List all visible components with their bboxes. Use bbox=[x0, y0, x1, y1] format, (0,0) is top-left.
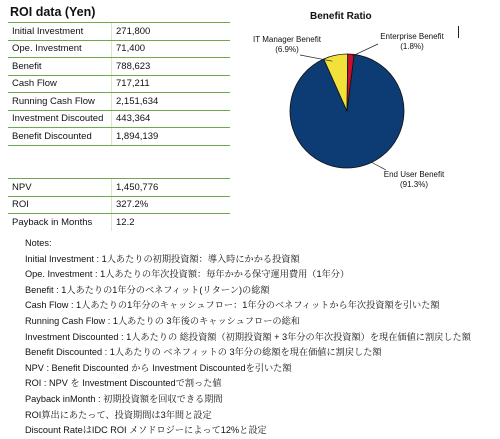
row-value: 1,450,776 bbox=[112, 179, 231, 197]
row-value: 788,623 bbox=[112, 58, 231, 76]
chart-title: Benefit Ratio bbox=[310, 11, 372, 22]
note-line: Benefit : 1人あたりの1年分のベネフィット(リターン)の総額 bbox=[25, 284, 270, 295]
row-value: 717,211 bbox=[112, 75, 231, 93]
row-label: Cash Flow bbox=[8, 75, 112, 93]
row-label: Initial Investment bbox=[8, 23, 112, 41]
note-line: ROI : NPV を Investment Discountedで割った値 bbox=[25, 378, 222, 389]
row-label: Benefit bbox=[8, 58, 112, 76]
row-label: Investment Discouted bbox=[8, 110, 112, 128]
note-line: Discount RateはIDC ROI メソドロジーによって12%と設定 bbox=[25, 425, 267, 436]
text-cursor bbox=[458, 26, 459, 38]
slice-label-value: (6.9%) bbox=[275, 45, 299, 54]
row-label: Payback in Months bbox=[12, 216, 93, 228]
row-value: 443,364 bbox=[112, 110, 231, 128]
table-title: ROI data (Yen) bbox=[10, 5, 96, 19]
row-value: 271,800 bbox=[112, 23, 231, 41]
leader-line bbox=[371, 162, 386, 170]
slice-label-name: Enterprise Benefit bbox=[380, 32, 444, 41]
row-label: ROI bbox=[8, 196, 112, 214]
row-label: Ope. Investment bbox=[8, 40, 112, 58]
note-line: Benefit Discounted : 1人あたりの ベネフィットの 3年分の総額を現在価値に割戻した額 bbox=[25, 347, 382, 358]
slice-label-value: (1.8%) bbox=[400, 42, 424, 51]
note-line: Payback inMonth : 初期投資額を回収できる期間 bbox=[25, 393, 223, 404]
row-value: 1,894,139 bbox=[112, 128, 231, 146]
row-label: Benefit Discounted bbox=[8, 128, 112, 146]
row-value: 327.2% bbox=[112, 196, 231, 214]
slice-label-name: IT Manager Benefit bbox=[253, 35, 321, 44]
row-value: 12.2 bbox=[112, 214, 231, 231]
slice-label-value: (91.3%) bbox=[399, 180, 429, 189]
note-line: Initial Investment : 1人あたりの初期投資額：導入時にかかる投資額 bbox=[25, 253, 300, 264]
row-label: Running Cash Flow bbox=[8, 93, 112, 111]
note-line: ROI算出にあたって、投資期間は3年間と設定 bbox=[25, 409, 212, 420]
note-line: Cash Flow : 1人あたりの1年分のキャッシュフロー：1年分のベネフィットから年次投資額を引いた額 bbox=[25, 300, 440, 311]
note-line: Ope. Investment : 1人あたりの年次投資額：毎年かかる保守運用費用（1年分） bbox=[25, 269, 350, 280]
slice-label-name: End User Benefit bbox=[383, 170, 445, 179]
note-line: NPV : Benefit Discounted から Investment Discountedを引いた額 bbox=[25, 362, 292, 373]
leader-line bbox=[352, 44, 378, 56]
row-label: NPV bbox=[8, 179, 112, 197]
note-line: Investment Discounted : 1人あたりの 総投資額（初期投資額 + 3年分の年次投資額）を現在価値に割戻した額 bbox=[25, 331, 471, 342]
notes-section bbox=[25, 236, 471, 439]
note-line: Running Cash Flow : 1人あたりの 3年後のキャッシュフローの総和 bbox=[25, 315, 300, 326]
row-value: 71,400 bbox=[112, 40, 231, 58]
notes-heading: Notes: bbox=[25, 238, 52, 248]
row-value: 2,151,634 bbox=[112, 93, 231, 111]
